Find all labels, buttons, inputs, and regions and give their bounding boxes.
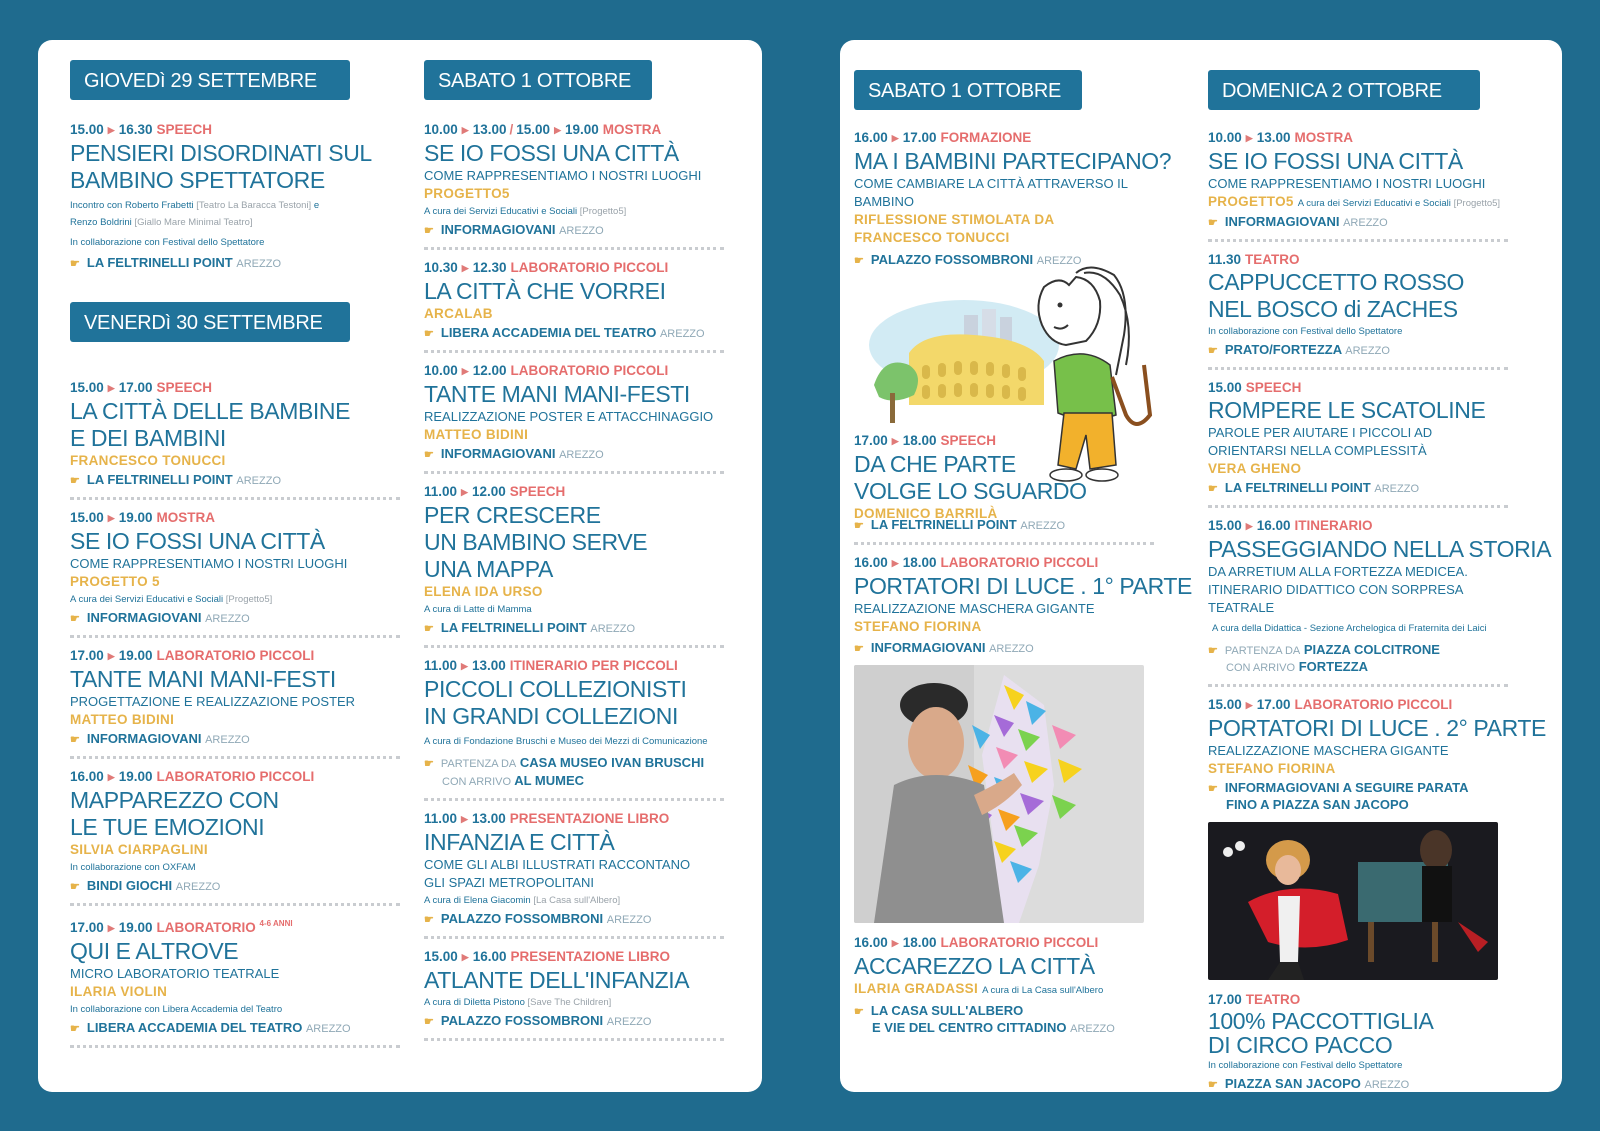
event-block [70,767,400,906]
event-subtitle: COME CAMBIARE LA CITTÀ ATTRAVERSO IL [854,176,1129,191]
event-speaker: FRANCESCO TONUCCI [854,230,1010,245]
event-time: 15.00 ▶ 19.00 MOSTRA [70,510,216,525]
event-block [1208,516,1552,687]
event-time: 15.00 ▶ 16.30 SPEECH [70,122,213,137]
event-location: ☛ PARTENZA DA CASA MUSEO IVAN BRUSCHI [424,755,705,770]
pointer-icon: ☛ [424,449,434,461]
event-block [424,258,724,353]
pointer-icon: ☛ [854,255,864,267]
event-block [70,120,400,274]
event-subtitle: GLI SPAZI METROPOLITANI [424,875,594,890]
event-speaker: PROGETTO5 [424,186,510,201]
event-title: IN GRANDI COLLEZIONI [424,703,678,729]
event-speaker: MATTEO BIDINI [424,427,529,442]
event-block [424,361,724,474]
event-title: VOLGE LO SGUARDO [854,478,1087,504]
event-location: ☛ INFORMAGIOVANI AREZZO [424,446,604,461]
pointer-icon: ☛ [854,520,864,532]
event-title: BAMBINO SPETTATORE [70,167,325,193]
event-location: ☛ INFORMAGIOVANI AREZZO [70,731,250,746]
event-speaker: DOMENICO BARRILÀ [854,506,998,521]
pointer-icon: ☛ [854,643,864,655]
event-time: 16.00 ▶ 17.00 FORMAZIONE [854,130,1032,145]
event-title: ACCAREZZO LA CITTÀ [854,953,1095,979]
day-header-saturday: SABATO 1 OTTOBRE [854,70,1082,110]
event-title: LA CITTÀ CHE VORREI [424,278,666,304]
right-column-2 [1208,40,1552,1092]
circus-performance-photo [1208,822,1498,980]
event-speaker: ILARIA VIOLIN [70,984,168,999]
event-title: E DEI BAMBINI [70,425,226,451]
event-subtitle: COME RAPPRESENTIAMO I NOSTRI LUOGHI [424,168,702,183]
event-subtitle: REALIZZAZIONE MASCHERA GIGANTE [1208,743,1449,758]
event-speaker: FRANCESCO TONUCCI [70,453,226,468]
event-block [854,933,1154,1039]
event-time: 16.00 ▶ 18.00 LABORATORIO PICCOLI [854,555,1099,570]
event-time: 11.00 ▶ 13.00 ITINERARIO PER PICCOLI [424,658,678,673]
event-location: ☛ LIBERA ACCADEMIA DEL TEATRO AREZZO [70,1020,351,1035]
event-time: 11.30 TEATRO [1208,252,1300,267]
event-note: In collaborazione con Festival dello Spettatore [70,237,265,248]
event-location: ☛ PRATO/FORTEZZA AREZZO [1208,342,1390,357]
event-title: QUI E ALTROVE [70,938,239,964]
event-subtitle: REALIZZAZIONE POSTER E ATTACCHINAGGIO [424,409,714,424]
event-note: A cura dei Servizi Educativi e Sociali [Progetto5] [70,594,273,605]
event-block [854,128,1172,271]
event-time: 15.00 ▶ 17.00 SPEECH [70,380,213,395]
pointer-icon: ☛ [424,225,434,237]
event-subtitle: PAROLE PER AIUTARE I PICCOLI AD [1208,425,1433,440]
event-time: 17.00 TEATRO [1208,992,1301,1007]
event-subtitle: DA ARRETIUM ALLA FORTEZZA MEDICEA. [1208,564,1468,579]
event-subtitle: PROGETTAZIONE E REALIZZAZIONE POSTER [70,694,356,709]
day-header-friday: VENERDì 30 SETTEMBRE [70,302,350,342]
event-title: TANTE MANI MANI-FESTI [70,666,336,692]
event-note: A cura di Latte di Mamma [424,604,532,615]
event-block [70,378,400,500]
event-subtitle: TEATRALE [1208,600,1275,615]
event-speaker: RIFLESSIONE STIMOLATA DA [854,212,1055,227]
event-title: NEL BOSCO di ZACHES [1208,296,1458,322]
event-title: DI CIRCO PACCO [1208,1032,1393,1058]
event-location: ☛ LA FELTRINELLI POINT AREZZO [424,620,636,635]
right-column-1 [854,40,1192,1092]
event-speaker: ARCALAB [424,306,493,321]
event-note: A cura di Diletta Pistono [Save The Children] [424,997,612,1008]
event-subtitle: MICRO LABORATORIO TEATRALE [70,966,280,981]
event-time: 15.00 SPEECH [1208,380,1302,395]
event-title: 100% PACCOTTIGLIA [1208,1008,1434,1034]
event-title: MAPPAREZZO CON [70,787,279,813]
event-title: PICCOLI COLLEZIONISTI [424,676,687,702]
event-location: ☛ LIBERA ACCADEMIA DEL TEATRO AREZZO [424,325,705,340]
right-page [840,40,1562,1092]
event-subtitle: COME RAPPRESENTIAMO I NOSTRI LUOGHI [70,556,348,571]
pointer-icon: ☛ [70,881,80,893]
event-location: ☛ PARTENZA DA PIAZZA COLCITRONE [1208,642,1440,657]
event-note: In collaborazione con OXFAM [70,862,196,873]
event-speaker: PROGETTO 5 [70,574,160,589]
event-location: ☛ INFORMAGIOVANI AREZZO [424,222,604,237]
pointer-icon: ☛ [1208,645,1218,657]
day-header-thursday: GIOVEDì 29 SETTEMBRE [70,60,350,100]
event-subtitle: REALIZZAZIONE MASCHERA GIGANTE [854,601,1095,616]
event-time: 15.00 ▶ 16.00 PRESENTAZIONE LIBRO [424,949,671,964]
event-subtitle: ITINERARIO DIDATTICO CON SORPRESA [1208,582,1464,597]
event-subtitle: ORIENTARSI NELLA COMPLESSITÀ [1208,443,1427,458]
event-time: 10.00 ▶ 13.00 MOSTRA [1208,130,1354,145]
event-subtitle: BAMBINO [854,194,914,209]
giant-mask-photo [854,665,1144,923]
event-block [1208,990,1508,1092]
pointer-icon: ☛ [1208,1079,1218,1091]
event-title: UNA MAPPA [424,556,553,582]
event-location: ☛ LA FELTRINELLI POINT AREZZO [70,255,282,270]
event-speaker: SILVIA CIARPAGLINI [70,842,208,857]
pointer-icon: ☛ [70,613,80,625]
event-title: SE IO FOSSI UNA CITTÀ [70,528,325,554]
event-block [854,431,1144,523]
event-note: Renzo Boldrini [Giallo Mare Minimal Teatro] [70,217,253,228]
pointer-icon: ☛ [854,1006,864,1018]
pointer-icon: ☛ [1208,483,1218,495]
event-title: INFANZIA E CITTÀ [424,829,615,855]
event-title: PASSEGGIANDO NELLA STORIA [1208,536,1552,562]
left-page [38,40,762,1092]
event-location: ☛ BINDI GIOCHI AREZZO [70,878,221,893]
event-location: ☛ INFORMAGIOVANI AREZZO [1208,214,1388,229]
event-note: Incontro con Roberto Frabetti [Teatro La Baracca Testoni] e [70,200,320,211]
age-badge: 4-6 ANNI [259,919,293,928]
pointer-icon: ☛ [424,914,434,926]
event-location: ☛ LA FELTRINELLI POINT AREZZO [1208,480,1420,495]
pointer-icon: ☛ [70,258,80,270]
event-time: 16.00 ▶ 19.00 LABORATORIO PICCOLI [70,769,315,784]
event-note: A cura di Fondazione Bruschi e Museo dei Mezzi di Comunicazione [424,736,708,747]
event-title: ROMPERE LE SCATOLINE [1208,397,1486,423]
event-block [424,809,724,939]
event-location: ☛ LA CASA SULL'ALBERO [854,1003,1024,1018]
event-location: ☛ INFORMAGIOVANI AREZZO [70,610,250,625]
event-block [424,947,724,1041]
event-location: ☛ LA FELTRINELLI POINT AREZZO [70,472,282,487]
event-location: ☛ PIAZZA SAN JACOPO AREZZO [1208,1076,1410,1091]
event-title: SE IO FOSSI UNA CITTÀ [1208,148,1463,174]
event-block [854,553,1192,659]
event-location: ☛ PALAZZO FOSSOMBRONI AREZZO [424,1013,652,1028]
event-time: 17.00 ▶ 19.00 LABORATORIO $^{4-6 ANNI}$ [70,919,293,935]
event-time: 15.00 ▶ 16.00 ITINERARIO [1208,518,1373,533]
cartoon-illustration-area [854,271,1154,521]
event-time: 15.00 ▶ 17.00 LABORATORIO PICCOLI [1208,697,1453,712]
event-time: 10.00 ▶ 13.00 / 15.00 ▶ 19.00 MOSTRA [424,122,662,137]
event-block [424,120,724,250]
event-time: 11.00 ▶ 12.00 SPEECH [424,484,566,499]
event-location: ☛ INFORMAGIOVANI A SEGUIRE PARATA [1208,780,1469,795]
event-block [70,508,400,638]
event-time: 17.00 ▶ 18.00 SPEECH [854,433,997,448]
event-location: ☛ INFORMAGIOVANI AREZZO [854,640,1034,655]
event-location: FINO A PIAZZA SAN JACOPO [1226,797,1409,812]
event-time: 10.30 ▶ 12.30 LABORATORIO PICCOLI [424,260,669,275]
event-speaker: VERA GHENO [1208,461,1302,476]
event-speaker: STEFANO FIORINA [854,619,982,634]
event-block [70,914,400,1048]
event-location: E VIE DEL CENTRO CITTADINO AREZZO [872,1020,1115,1035]
event-title: ATLANTE DELL'INFANZIA [424,967,690,993]
event-location: ☛ PALAZZO FOSSOMBRONI AREZZO [854,252,1082,267]
event-title: DA CHE PARTE [854,451,1016,477]
event-note: In collaborazione con Festival dello Spettatore [1208,326,1403,337]
event-title: LE TUE EMOZIONI [70,814,265,840]
event-title: LA CITTÀ DELLE BAMBINE [70,398,351,424]
event-block [424,482,724,648]
event-block [70,646,400,759]
event-subtitle: COME GLI ALBI ILLUSTRATI RACCONTANO [424,857,691,872]
pointer-icon: ☛ [1208,217,1218,229]
event-time: 10.00 ▶ 12.00 LABORATORIO PICCOLI [424,363,669,378]
event-title: PORTATORI DI LUCE . 1° PARTE [854,573,1192,599]
event-speaker: PROGETTO5 A cura dei Servizi Educativi e Sociali [Progetto5] [1208,194,1501,209]
event-block [424,656,724,801]
event-title: CAPPUCCETTO ROSSO [1208,269,1465,295]
event-title: MA I BAMBINI PARTECIPANO? [854,148,1172,174]
event-note: In collaborazione con Festival dello Spettatore [1208,1060,1403,1071]
event-note: In collaborazione con Libera Accademia del Teatro [70,1004,283,1015]
event-time: 16.00 ▶ 18.00 LABORATORIO PICCOLI [854,935,1099,950]
left-column-2 [424,40,724,1092]
pointer-icon: ☛ [424,623,434,635]
event-time: 17.00 ▶ 19.00 LABORATORIO PICCOLI [70,648,315,663]
pointer-icon: ☛ [424,1016,434,1028]
event-subtitle: COME RAPPRESENTIAMO I NOSTRI LUOGHI [1208,176,1486,191]
event-location: CON ARRIVO AL MUMEC [442,773,585,788]
event-speaker: MATTEO BIDINI [70,712,175,727]
event-time: 11.00 ▶ 13.00 PRESENTAZIONE LIBRO [424,811,670,826]
event-location: CON ARRIVO FORTEZZA [1226,659,1369,674]
event-speaker: STEFANO FIORINA [1208,761,1336,776]
pointer-icon: ☛ [424,758,434,770]
event-title: UN BAMBINO SERVE [424,529,648,555]
event-speaker: ELENA IDA URSO [424,584,543,599]
event-block [1208,378,1508,508]
event-location: ☛ LA FELTRINELLI POINT AREZZO [854,517,1066,532]
pointer-icon: ☛ [1208,345,1218,357]
event-block [1208,250,1508,370]
event-speaker: ILARIA GRADASSI A cura di La Casa sull'Albero [854,981,1104,996]
pointer-icon: ☛ [70,734,80,746]
event-type: SPEECH [156,122,213,137]
event-title: PER CRESCERE [424,502,601,528]
left-column-1 [70,40,400,1092]
event-title: TANTE MANI MANI-FESTI [424,381,690,407]
event-block [1208,128,1508,242]
event-note: A cura dei Servizi Educativi e Sociali [Progetto5] [424,206,627,217]
event-title: SE IO FOSSI UNA CITTÀ [424,140,679,166]
pointer-icon: ☛ [424,328,434,340]
pointer-icon: ☛ [70,1023,80,1035]
event-block [1208,695,1546,814]
event-title: PENSIERI DISORDINATI SUL [70,140,372,166]
pointer-icon: ☛ [1208,783,1218,795]
day-header-saturday: SABATO 1 OTTOBRE [424,60,652,100]
event-title: PORTATORI DI LUCE . 2° PARTE [1208,715,1546,741]
event-note: A cura di Elena Giacomin [La Casa sull'Albero] [424,895,621,906]
event-note: A cura della Didattica - Sezione Archelogica di Fraternita dei Laici [1212,623,1487,634]
pointer-icon: ☛ [70,475,80,487]
day-header-sunday: DOMENICA 2 OTTOBRE [1208,70,1480,110]
event-location: ☛ PALAZZO FOSSOMBRONI AREZZO [424,911,652,926]
